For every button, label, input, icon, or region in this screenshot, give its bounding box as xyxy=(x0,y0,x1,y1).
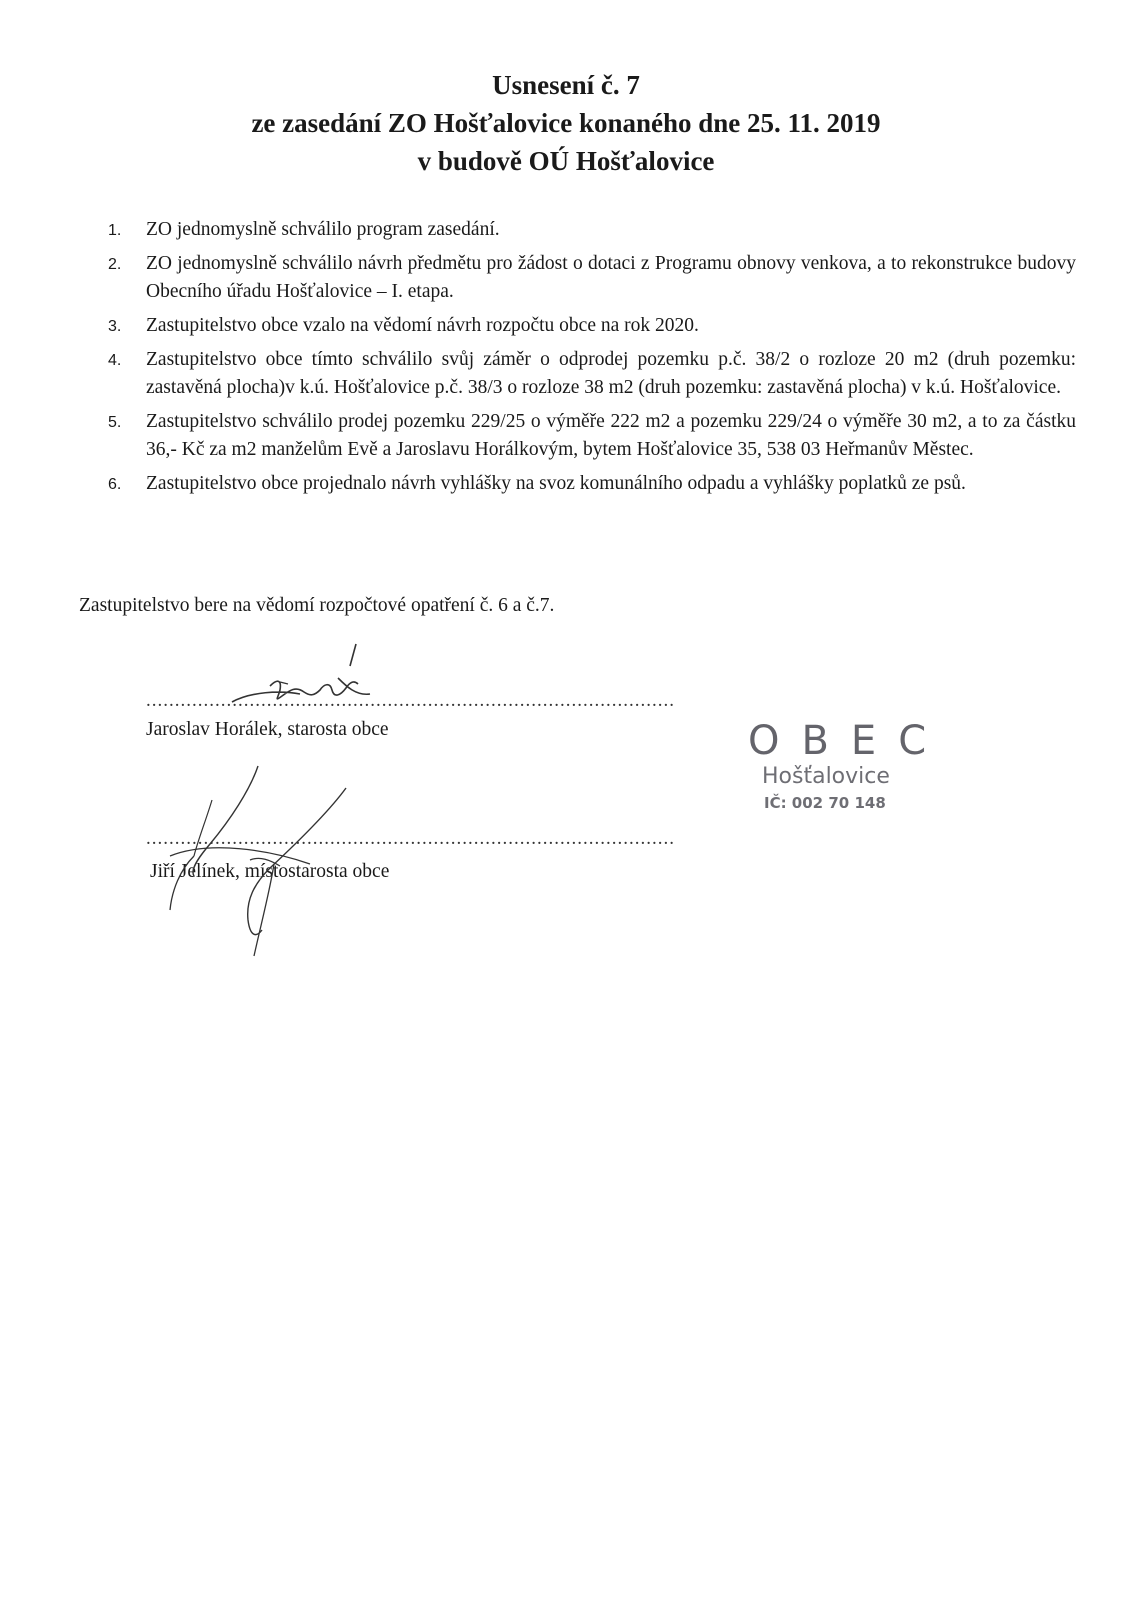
resolution-item xyxy=(108,216,1076,244)
municipal-stamp xyxy=(740,718,949,828)
mayor-name: Jaroslav Horálek, starosta obce xyxy=(146,719,389,740)
deputy-signature xyxy=(150,760,380,960)
title-line-3: v budově OÚ Hošťalovice xyxy=(417,146,715,176)
resolution-list xyxy=(108,216,1076,504)
document-title xyxy=(0,66,1132,180)
stamp-ic: IČ: 002 70 148 xyxy=(764,794,886,812)
resolution-item xyxy=(108,250,1076,306)
resolution-text: ZO jednomyslně schválilo program zasedání. xyxy=(146,219,500,240)
resolution-number: 1. xyxy=(108,222,122,239)
deputy-name: Jiří Jelínek, místostarosta obce xyxy=(150,861,390,882)
deputy-signature-line: ............................................................................................ xyxy=(146,828,675,849)
resolution-item xyxy=(108,346,1076,402)
resolution-number: 6. xyxy=(108,476,122,493)
stamp-place: Hošťalovice xyxy=(762,764,890,789)
resolution-item xyxy=(108,408,1076,464)
resolution-item xyxy=(108,312,1076,340)
budget-note: Zastupitelstvo bere na vědomí rozpočtové opatření č. 6 a č.7. xyxy=(79,595,555,616)
resolution-number: 3. xyxy=(108,318,122,335)
resolution-text: Zastupitelstvo obce vzalo na vědomí návrh rozpočtu obce na rok 2020. xyxy=(146,315,699,336)
resolution-number: 5. xyxy=(108,414,122,431)
stamp-title: OBEC xyxy=(748,718,949,764)
resolution-text: ZO jednomyslně schválilo návrh předmětu pro žádost o dotaci z Programu obnovy venkova, a to rekonstrukce budovy Obecního úřadu Hošťalovice – I. etapa. xyxy=(146,253,1076,302)
title-line-2: ze zasedání ZO Hošťalovice konaného dne 25. 11. 2019 xyxy=(251,108,881,138)
mayor-signature-line: ............................................................................................ xyxy=(146,690,675,711)
resolution-text: Zastupitelstvo obce projednalo návrh vyhlášky na svoz komunálního odpadu a vyhlášky poplatků ze psů. xyxy=(146,473,966,494)
resolution-number: 2. xyxy=(108,256,122,273)
resolution-item xyxy=(108,470,1076,498)
resolution-text: Zastupitelstvo obce tímto schválilo svůj záměr o odprodej pozemku p.č. 38/2 o rozloze 20 m2 (druh pozemku: zastavěná plocha)v k.ú. Hošťalovice p.č. 38/3 o rozloze 38 m2 (druh pozemku: zastavěná plocha) v k.ú. Hošťalovice. xyxy=(146,349,1076,398)
title-line-1: Usnesení č. 7 xyxy=(492,70,640,100)
resolution-text: Zastupitelstvo schválilo prodej pozemku 229/25 o výměře 222 m2 a pozemku 229/24 o výměře 30 m2, a to za částku 36,- Kč za m2 manželům Evě a Jaroslavu Horálkovým, bytem Hošťalovice 35, 538 03 Heřmanův Městec. xyxy=(146,411,1076,460)
resolution-number: 4. xyxy=(108,352,122,369)
